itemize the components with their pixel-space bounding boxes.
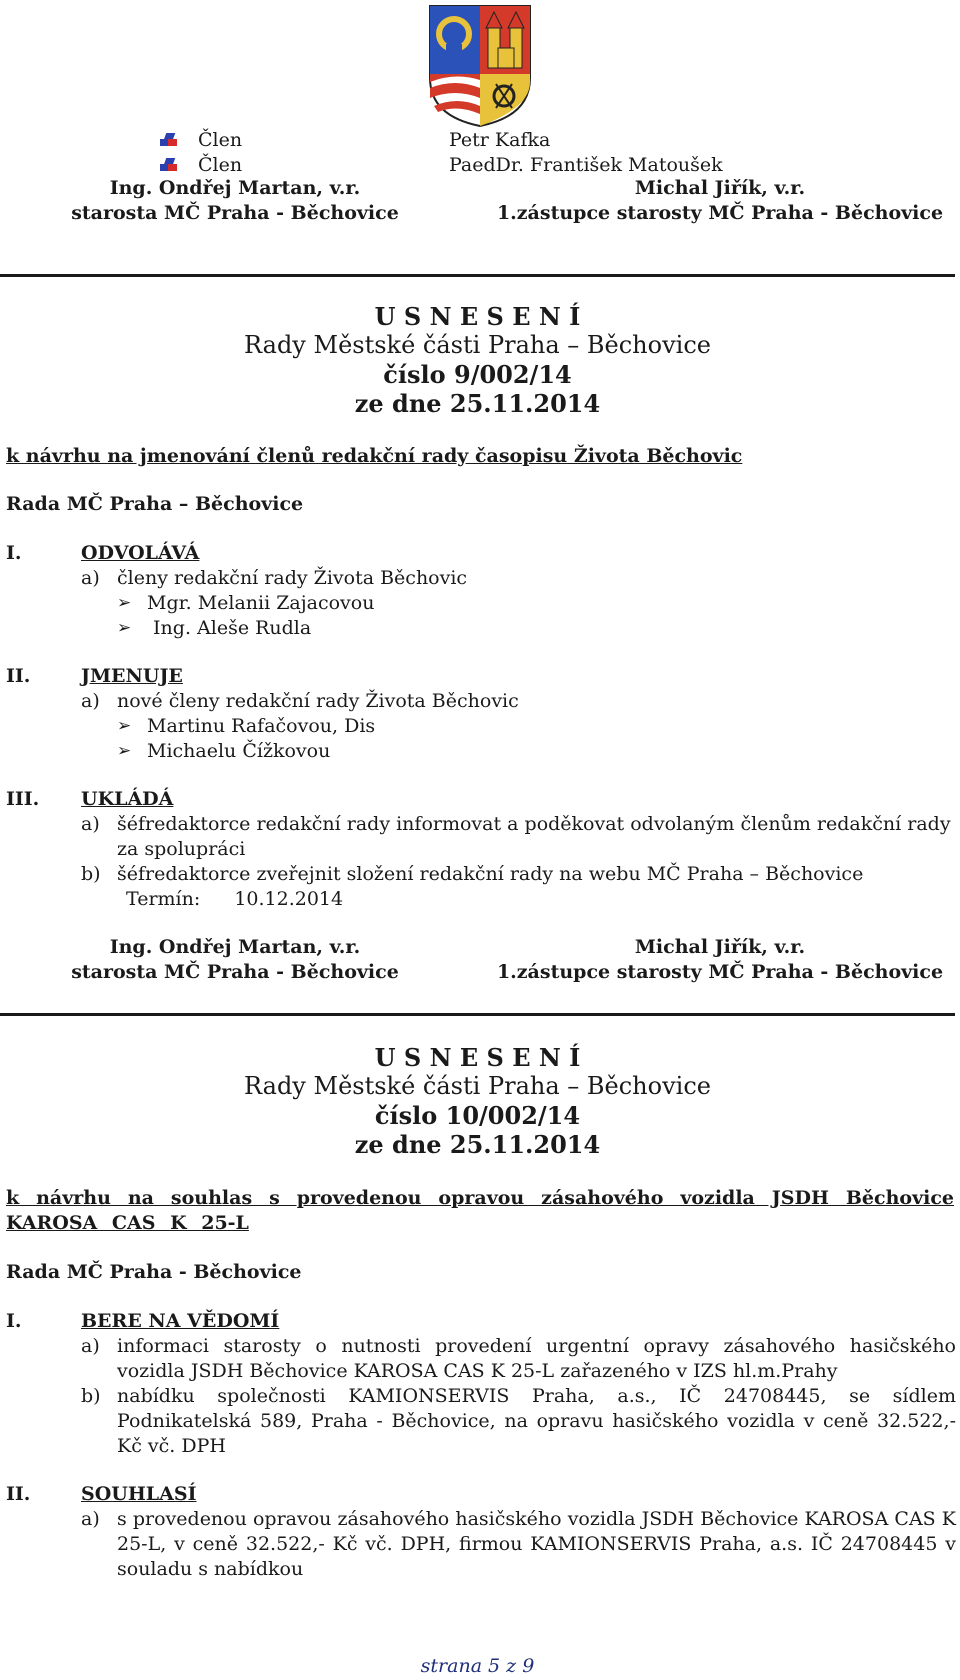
item-text: informaci starosty o nutnosti provedení urgentní opravy zásahového hasičského vozidla JSDH Běchovice KAROSA CAS K 25-L zařazeného v IZS hl.m.Prahy bbox=[117, 1335, 956, 1382]
arrow-bullet-icon: ➢ bbox=[117, 593, 132, 613]
sub-item bbox=[117, 714, 956, 739]
member-name: PaedDr. František Matoušek bbox=[449, 154, 723, 176]
sub-item bbox=[117, 616, 956, 641]
item-text: nové členy redakční rady Života Běchovic bbox=[117, 690, 519, 712]
list-item bbox=[81, 1507, 956, 1582]
council-label: Rada MČ Praha - Běchovice bbox=[6, 1261, 302, 1283]
item-text: členy redakční rady Života Běchovic bbox=[117, 567, 468, 589]
resolution-number: číslo 10/002/14 bbox=[374, 1101, 581, 1130]
bullet-flag-icon bbox=[160, 128, 178, 153]
sub-item-text: Martinu Rafačovou, Dis bbox=[147, 715, 376, 737]
resolution-subject: k návrhu na souhlas s provedenou opravou zásahového vozidla JSDH Běchovice KAROSA CAS K 25-L bbox=[6, 1187, 954, 1234]
section-number: III. bbox=[6, 788, 40, 810]
item-text: šéfredaktorce redakční rady informovat a poděkovat odvolaným členům redakční rady za spolupráci bbox=[117, 813, 951, 860]
section-title: SOUHLASÍ bbox=[81, 1483, 197, 1505]
section-jmenuje bbox=[6, 664, 956, 764]
list-item bbox=[81, 1384, 956, 1459]
section-title: ODVOLÁVÁ bbox=[81, 542, 200, 564]
divider bbox=[0, 1013, 955, 1016]
divider bbox=[0, 274, 955, 277]
item-text: šéfredaktorce zveřejnit složení redakční rady na webu MČ Praha – Běchovice bbox=[117, 863, 864, 885]
signature-block-deputy bbox=[480, 935, 960, 985]
signature-block-deputy bbox=[480, 176, 960, 226]
item-letter: a) bbox=[81, 1335, 100, 1357]
resolution-heading: U S N E S E N Í bbox=[374, 1043, 581, 1072]
member-list bbox=[160, 128, 723, 178]
municipal-crest-logo bbox=[426, 4, 534, 128]
section-number: II. bbox=[6, 1483, 31, 1505]
resolution-header bbox=[0, 302, 955, 418]
signature-title: 1.zástupce starosty MČ Praha - Běchovice bbox=[496, 202, 944, 224]
signature-block-mayor bbox=[60, 176, 410, 226]
signature-title: starosta MČ Praha - Běchovice bbox=[71, 961, 399, 983]
signature-name: Ing. Ondřej Martan, v.r. bbox=[109, 177, 361, 199]
bullet-flag-icon bbox=[160, 153, 178, 178]
item-text: nabídku společnosti KAMIONSERVIS Praha, a.s., IČ 24708445, se sídlem Podnikatelská 589, Praha - Běchovice, na opravu hasičského vozidla v ceně 32.522,- Kč vč. DPH bbox=[117, 1385, 956, 1457]
section-number: I. bbox=[6, 542, 22, 564]
member-name: Petr Kafka bbox=[449, 129, 551, 151]
section-title: BERE NA VĚDOMÍ bbox=[81, 1310, 280, 1332]
resolution-number: číslo 9/002/14 bbox=[383, 360, 572, 389]
resolution-header bbox=[0, 1043, 955, 1159]
sub-item-text: Mgr. Melanii Zajacovou bbox=[147, 592, 375, 614]
signature-name: Michal Jiřík, v.r. bbox=[634, 936, 806, 958]
list-item bbox=[81, 862, 956, 887]
section-number: I. bbox=[6, 1310, 22, 1332]
section-uklada bbox=[6, 787, 956, 912]
list-item bbox=[81, 689, 956, 714]
member-row bbox=[160, 128, 723, 153]
resolution-date: ze dne 25.11.2014 bbox=[354, 1130, 601, 1159]
section-souhlasi bbox=[6, 1482, 956, 1582]
section-bere-na-vedomi bbox=[6, 1309, 956, 1459]
sub-item-text: Ing. Aleše Rudla bbox=[147, 617, 312, 639]
list-item bbox=[81, 1334, 956, 1384]
member-role: Člen bbox=[198, 154, 243, 176]
sub-item bbox=[117, 591, 956, 616]
item-letter: b) bbox=[81, 863, 101, 885]
resolution-body: Rady Městské části Praha – Běchovice bbox=[244, 1072, 711, 1100]
item-letter: b) bbox=[81, 1385, 101, 1407]
section-number: II. bbox=[6, 665, 31, 687]
deadline-value: 10.12.2014 bbox=[234, 888, 344, 910]
section-odvolava bbox=[6, 541, 956, 641]
list-item bbox=[81, 812, 956, 862]
council-label: Rada MČ Praha – Běchovice bbox=[6, 493, 304, 515]
resolution-date: ze dne 25.11.2014 bbox=[354, 389, 601, 418]
page-number: strana 5 z 9 bbox=[420, 1655, 535, 1677]
signature-title: starosta MČ Praha - Běchovice bbox=[71, 202, 399, 224]
member-role: Člen bbox=[198, 129, 243, 151]
list-item bbox=[81, 566, 956, 591]
item-text: s provedenou opravou zásahového hasičského vozidla JSDH Běchovice KAROSA CAS K 25-L, v ceně 32.522,- Kč vč. DPH, firmou KAMIONSERVIS Praha, a.s. IČ 24708445 v souladu s nabídkou bbox=[117, 1508, 956, 1580]
arrow-bullet-icon: ➢ bbox=[117, 741, 132, 761]
item-letter: a) bbox=[81, 567, 100, 589]
deadline-label: Termín: bbox=[126, 888, 201, 910]
resolution-subject: k návrhu na jmenování členů redakční rady časopisu Života Běchovic bbox=[6, 445, 743, 467]
item-letter: a) bbox=[81, 1508, 100, 1530]
section-title: JMENUJE bbox=[81, 665, 183, 687]
resolution-heading: U S N E S E N Í bbox=[374, 302, 581, 331]
item-letter: a) bbox=[81, 690, 100, 712]
signature-name: Michal Jiřík, v.r. bbox=[634, 177, 806, 199]
section-title: UKLÁDÁ bbox=[81, 788, 174, 810]
signature-name: Ing. Ondřej Martan, v.r. bbox=[109, 936, 361, 958]
signature-block-mayor bbox=[60, 935, 410, 985]
member-row bbox=[160, 153, 723, 178]
arrow-bullet-icon: ➢ bbox=[117, 716, 132, 736]
deadline bbox=[126, 887, 956, 912]
signature-title: 1.zástupce starosty MČ Praha - Běchovice bbox=[496, 961, 944, 983]
item-letter: a) bbox=[81, 813, 100, 835]
resolution-body: Rady Městské části Praha – Běchovice bbox=[244, 331, 711, 359]
arrow-bullet-icon: ➢ bbox=[117, 618, 132, 638]
sub-item bbox=[117, 739, 956, 764]
sub-item-text: Michaelu Čížkovou bbox=[147, 740, 331, 762]
